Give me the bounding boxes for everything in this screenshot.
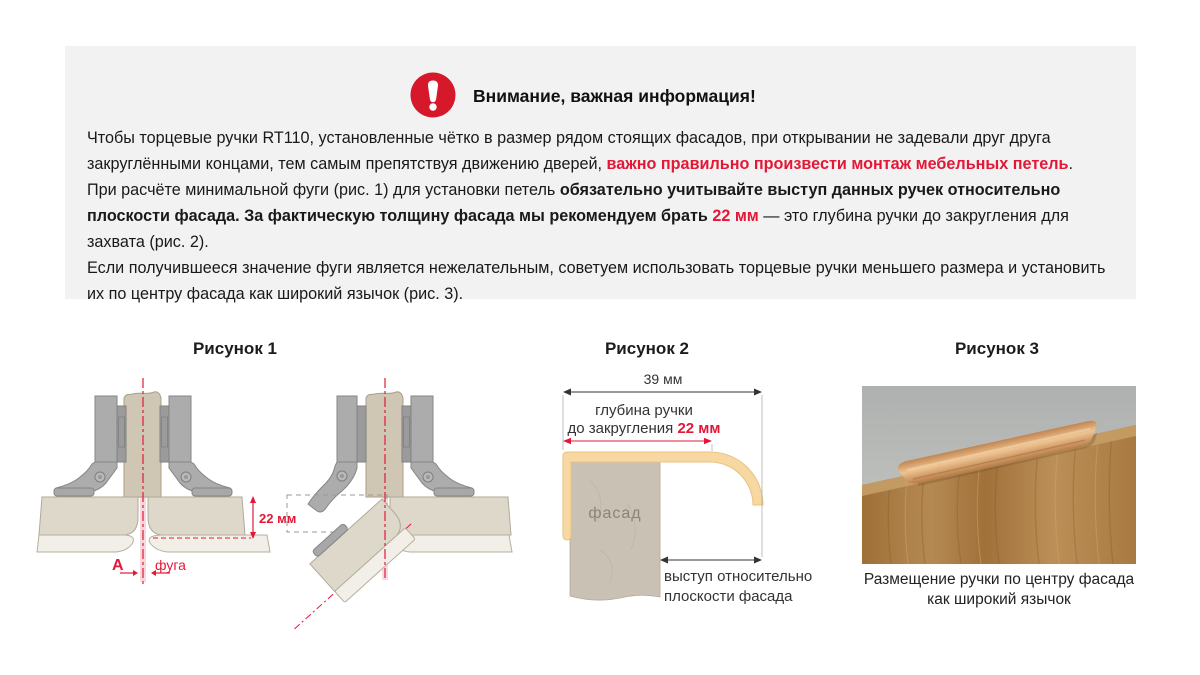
figure1-title: Рисунок 1 [192, 339, 278, 358]
depth-value: 22 мм [677, 420, 721, 437]
hinge-right [402, 396, 474, 496]
label-a: A [112, 557, 124, 574]
figure1-diagram [30, 365, 530, 635]
p2-text: При расчёте минимальной фуги (рис. 1) для установки петель [87, 181, 560, 199]
dim-depth-22mm [563, 402, 720, 444]
figure3-caption [850, 570, 1148, 610]
figure3-photo [862, 386, 1136, 564]
depth-label-line1: глубина ручки [595, 402, 693, 419]
protrusion-label-line2: плоскости фасада [664, 588, 793, 605]
paragraph-3: Если получившееся значение фуги является нежелательным, советуем использовать торцевые ручки меньшего размера и установить их по центру фасада как широкий язычок (рис. 3). [87, 259, 1106, 303]
p1-text: Чтобы торцевые ручки RT110, установленные чётко в размер рядом стоящих фасадов, при открывании не задевали друг друга закруглёнными концами, тем самым препятствуя движению дверей, [87, 129, 1051, 173]
p1-highlight: важно правильно произвести монтаж мебельных петель [606, 155, 1069, 173]
warning-title: Внимание, важная информация! [473, 86, 756, 106]
svg-text:22 мм: 22 мм [259, 511, 297, 526]
svg-text:39 мм: 39 мм [643, 371, 683, 387]
open-hinge-diagram [264, 378, 512, 635]
figure3-caption-line1: Размещение ручки по центру фасада [863, 571, 1135, 588]
p2-rest: — это глубина ручки до закругления для захвата (рис. 2). [87, 207, 1069, 251]
figure3-caption-line2: как широкий язычок [927, 591, 1071, 608]
facade-panel [570, 462, 660, 600]
label-fuga: фуга [155, 557, 186, 573]
warning-text [87, 125, 1118, 307]
protrusion-label-line1: выступ относительно [664, 568, 813, 585]
figure3-title: Рисунок 3 [954, 339, 1040, 358]
hinge-right [160, 396, 232, 496]
paragraph-2 [87, 177, 1118, 255]
door-right [148, 497, 270, 552]
closed-hinge-diagram [37, 378, 296, 585]
exclamation-icon [410, 72, 456, 118]
dim-22mm [250, 496, 296, 539]
figure2-title: Рисунок 2 [604, 339, 690, 358]
dim-protrusion [660, 557, 812, 606]
facade-label: фасад [588, 505, 642, 522]
paragraph-1 [87, 125, 1118, 177]
depth-label-line2: до закругления [567, 420, 678, 437]
svg-text:до закругления 22 мм [568, 420, 721, 437]
warning-box [65, 46, 1136, 303]
figure2-diagram [545, 365, 835, 615]
hinge-left [54, 396, 126, 496]
door-left [37, 497, 138, 552]
p2-value: 22 мм [712, 207, 759, 225]
p2-bold: обязательно учитывайте выступ данных ручек относительно плоскости фасада. За фактическую толщину фасада мы рекомендуем брать [87, 181, 1061, 225]
p1-end: . [1068, 155, 1073, 173]
